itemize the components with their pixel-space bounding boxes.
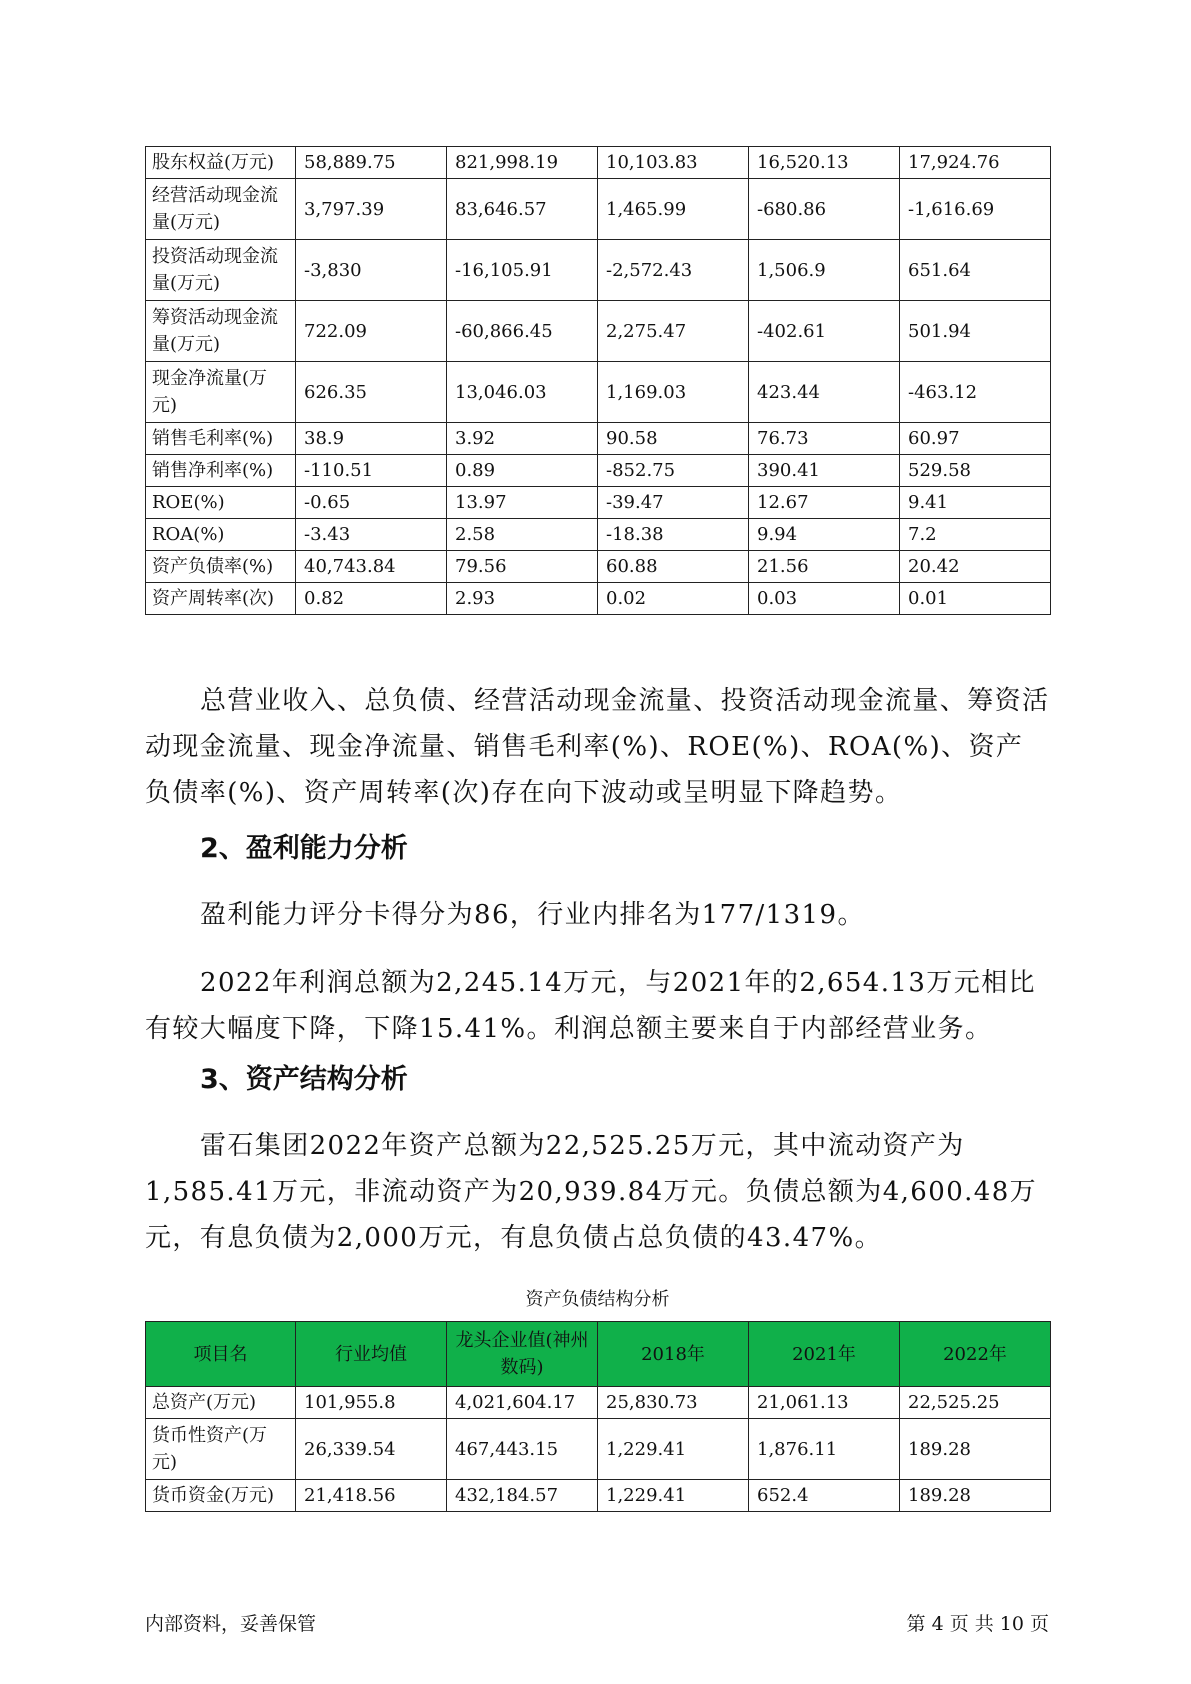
cell: 4,021,604.17	[447, 1387, 598, 1419]
table-row	[146, 551, 1051, 583]
column-header: 2018年	[598, 1322, 749, 1387]
row-label: 经营活动现金流量(万元)	[146, 179, 296, 240]
asset-liability-structure-table	[145, 1321, 1051, 1512]
cell: -852.75	[598, 455, 749, 487]
cell: -110.51	[296, 455, 447, 487]
cell: -18.38	[598, 519, 749, 551]
row-label: 现金净流量(万元)	[146, 362, 296, 423]
cell: 0.03	[749, 583, 900, 615]
column-header: 2022年	[900, 1322, 1051, 1387]
column-header: 龙头企业值(神州数码)	[447, 1322, 598, 1387]
cell: 1,876.11	[749, 1419, 900, 1480]
cell: 9.41	[900, 487, 1051, 519]
cell: 79.56	[447, 551, 598, 583]
cell: 13.97	[447, 487, 598, 519]
cell: 25,830.73	[598, 1387, 749, 1419]
section-heading-profitability: 2、盈利能力分析	[200, 833, 408, 864]
cell: 3,797.39	[296, 179, 447, 240]
cell: 21,418.56	[296, 1480, 447, 1512]
cell: -402.61	[749, 301, 900, 362]
cell: 2.58	[447, 519, 598, 551]
cell: 13,046.03	[447, 362, 598, 423]
table-row	[146, 179, 1051, 240]
cell: 21,061.13	[749, 1387, 900, 1419]
cell: 189.28	[900, 1419, 1051, 1480]
cell: 2,275.47	[598, 301, 749, 362]
cell: 1,229.41	[598, 1419, 749, 1480]
cell: 626.35	[296, 362, 447, 423]
cell: 390.41	[749, 455, 900, 487]
table-row	[146, 240, 1051, 301]
table-row	[146, 519, 1051, 551]
cell: 10,103.83	[598, 147, 749, 179]
cell: 652.4	[749, 1480, 900, 1512]
table-row	[146, 362, 1051, 423]
cell: 21.56	[749, 551, 900, 583]
table-row	[146, 147, 1051, 179]
cell: 83,646.57	[447, 179, 598, 240]
row-label: 股东权益(万元)	[146, 147, 296, 179]
column-header: 行业均值	[296, 1322, 447, 1387]
table-header-row	[146, 1322, 1051, 1387]
cell: -3,830	[296, 240, 447, 301]
cell: 26,339.54	[296, 1419, 447, 1480]
cell: -680.86	[749, 179, 900, 240]
row-label: 货币性资产(万元)	[146, 1419, 296, 1480]
cell: 0.82	[296, 583, 447, 615]
cell: 0.89	[447, 455, 598, 487]
cell: 1,229.41	[598, 1480, 749, 1512]
section-heading-asset-structure: 3、资产结构分析	[200, 1064, 408, 1095]
asset-detail-paragraph: 雷石集团2022年资产总额为22,525.25万元，其中流动资产为1,585.41万元，非流动资产为20,939.84万元。负债总额为4,600.48万元，有息负债为2,000万元，有息负债占总负债的43.47%。	[145, 1131, 1038, 1253]
row-label: ROA(%)	[146, 519, 296, 551]
row-label: 货币资金(万元)	[146, 1480, 296, 1512]
cell: -1,616.69	[900, 179, 1051, 240]
cell: -60,866.45	[447, 301, 598, 362]
financial-metrics-table	[145, 146, 1051, 615]
cell: 1,169.03	[598, 362, 749, 423]
row-label: 资产周转率(次)	[146, 583, 296, 615]
cell: 423.44	[749, 362, 900, 423]
cell: -463.12	[900, 362, 1051, 423]
cell: 7.2	[900, 519, 1051, 551]
cell: 722.09	[296, 301, 447, 362]
cell: 189.28	[900, 1480, 1051, 1512]
cell: 467,443.15	[447, 1419, 598, 1480]
row-label: 销售净利率(%)	[146, 455, 296, 487]
table-row	[146, 1387, 1051, 1419]
table-row	[146, 1480, 1051, 1512]
cell: 651.64	[900, 240, 1051, 301]
cell: 101,955.8	[296, 1387, 447, 1419]
cell: 22,525.25	[900, 1387, 1051, 1419]
row-label: ROE(%)	[146, 487, 296, 519]
cell: 20.42	[900, 551, 1051, 583]
cell: 90.58	[598, 423, 749, 455]
column-header: 2021年	[749, 1322, 900, 1387]
table-row	[146, 455, 1051, 487]
cell: 529.58	[900, 455, 1051, 487]
cell: 501.94	[900, 301, 1051, 362]
table-row	[146, 1419, 1051, 1480]
profit-score-paragraph: 盈利能力评分卡得分为86，行业内排名为177/1319。	[200, 900, 865, 930]
cell: 40,743.84	[296, 551, 447, 583]
row-label: 投资活动现金流量(万元)	[146, 240, 296, 301]
cell: 9.94	[749, 519, 900, 551]
cell: 2.93	[447, 583, 598, 615]
cell: -16,105.91	[447, 240, 598, 301]
row-label: 筹资活动现金流量(万元)	[146, 301, 296, 362]
column-header: 项目名	[146, 1322, 296, 1387]
cell: -3.43	[296, 519, 447, 551]
cell: 60.97	[900, 423, 1051, 455]
table-row	[146, 487, 1051, 519]
row-label: 资产负债率(%)	[146, 551, 296, 583]
cell: 76.73	[749, 423, 900, 455]
row-label: 总资产(万元)	[146, 1387, 296, 1419]
cell: 0.02	[598, 583, 749, 615]
cell: 16,520.13	[749, 147, 900, 179]
table-caption: 资产负债结构分析	[525, 1289, 670, 1310]
footer-confidential-note: 内部资料，妥善保管	[145, 1613, 317, 1635]
cell: 60.88	[598, 551, 749, 583]
cell: 432,184.57	[447, 1480, 598, 1512]
cell: 1,506.9	[749, 240, 900, 301]
cell: 3.92	[447, 423, 598, 455]
cell: 0.01	[900, 583, 1051, 615]
cell: -39.47	[598, 487, 749, 519]
cell: 12.67	[749, 487, 900, 519]
cell: 38.9	[296, 423, 447, 455]
cell: 17,924.76	[900, 147, 1051, 179]
cell: 58,889.75	[296, 147, 447, 179]
trend-paragraph: 总营业收入、总负债、经营活动现金流量、投资活动现金流量、筹资活动现金流量、现金净流量、销售毛利率(%)、ROE(%)、ROA(%)、资产负债率(%)、资产周转率(次)存在向下波动或呈明显下降趋势。	[145, 686, 1050, 808]
cell: -2,572.43	[598, 240, 749, 301]
table-row	[146, 423, 1051, 455]
cell: -0.65	[296, 487, 447, 519]
footer-page-number: 第 4 页 共 10 页	[906, 1613, 1049, 1635]
row-label: 销售毛利率(%)	[146, 423, 296, 455]
cell: 1,465.99	[598, 179, 749, 240]
table-row	[146, 583, 1051, 615]
profit-detail-paragraph: 2022年利润总额为2,245.14万元，与2021年的2,654.13万元相比有较大幅度下降，下降15.41%。利润总额主要来自于内部经营业务。	[145, 968, 1036, 1044]
cell: 821,998.19	[447, 147, 598, 179]
table-row	[146, 301, 1051, 362]
